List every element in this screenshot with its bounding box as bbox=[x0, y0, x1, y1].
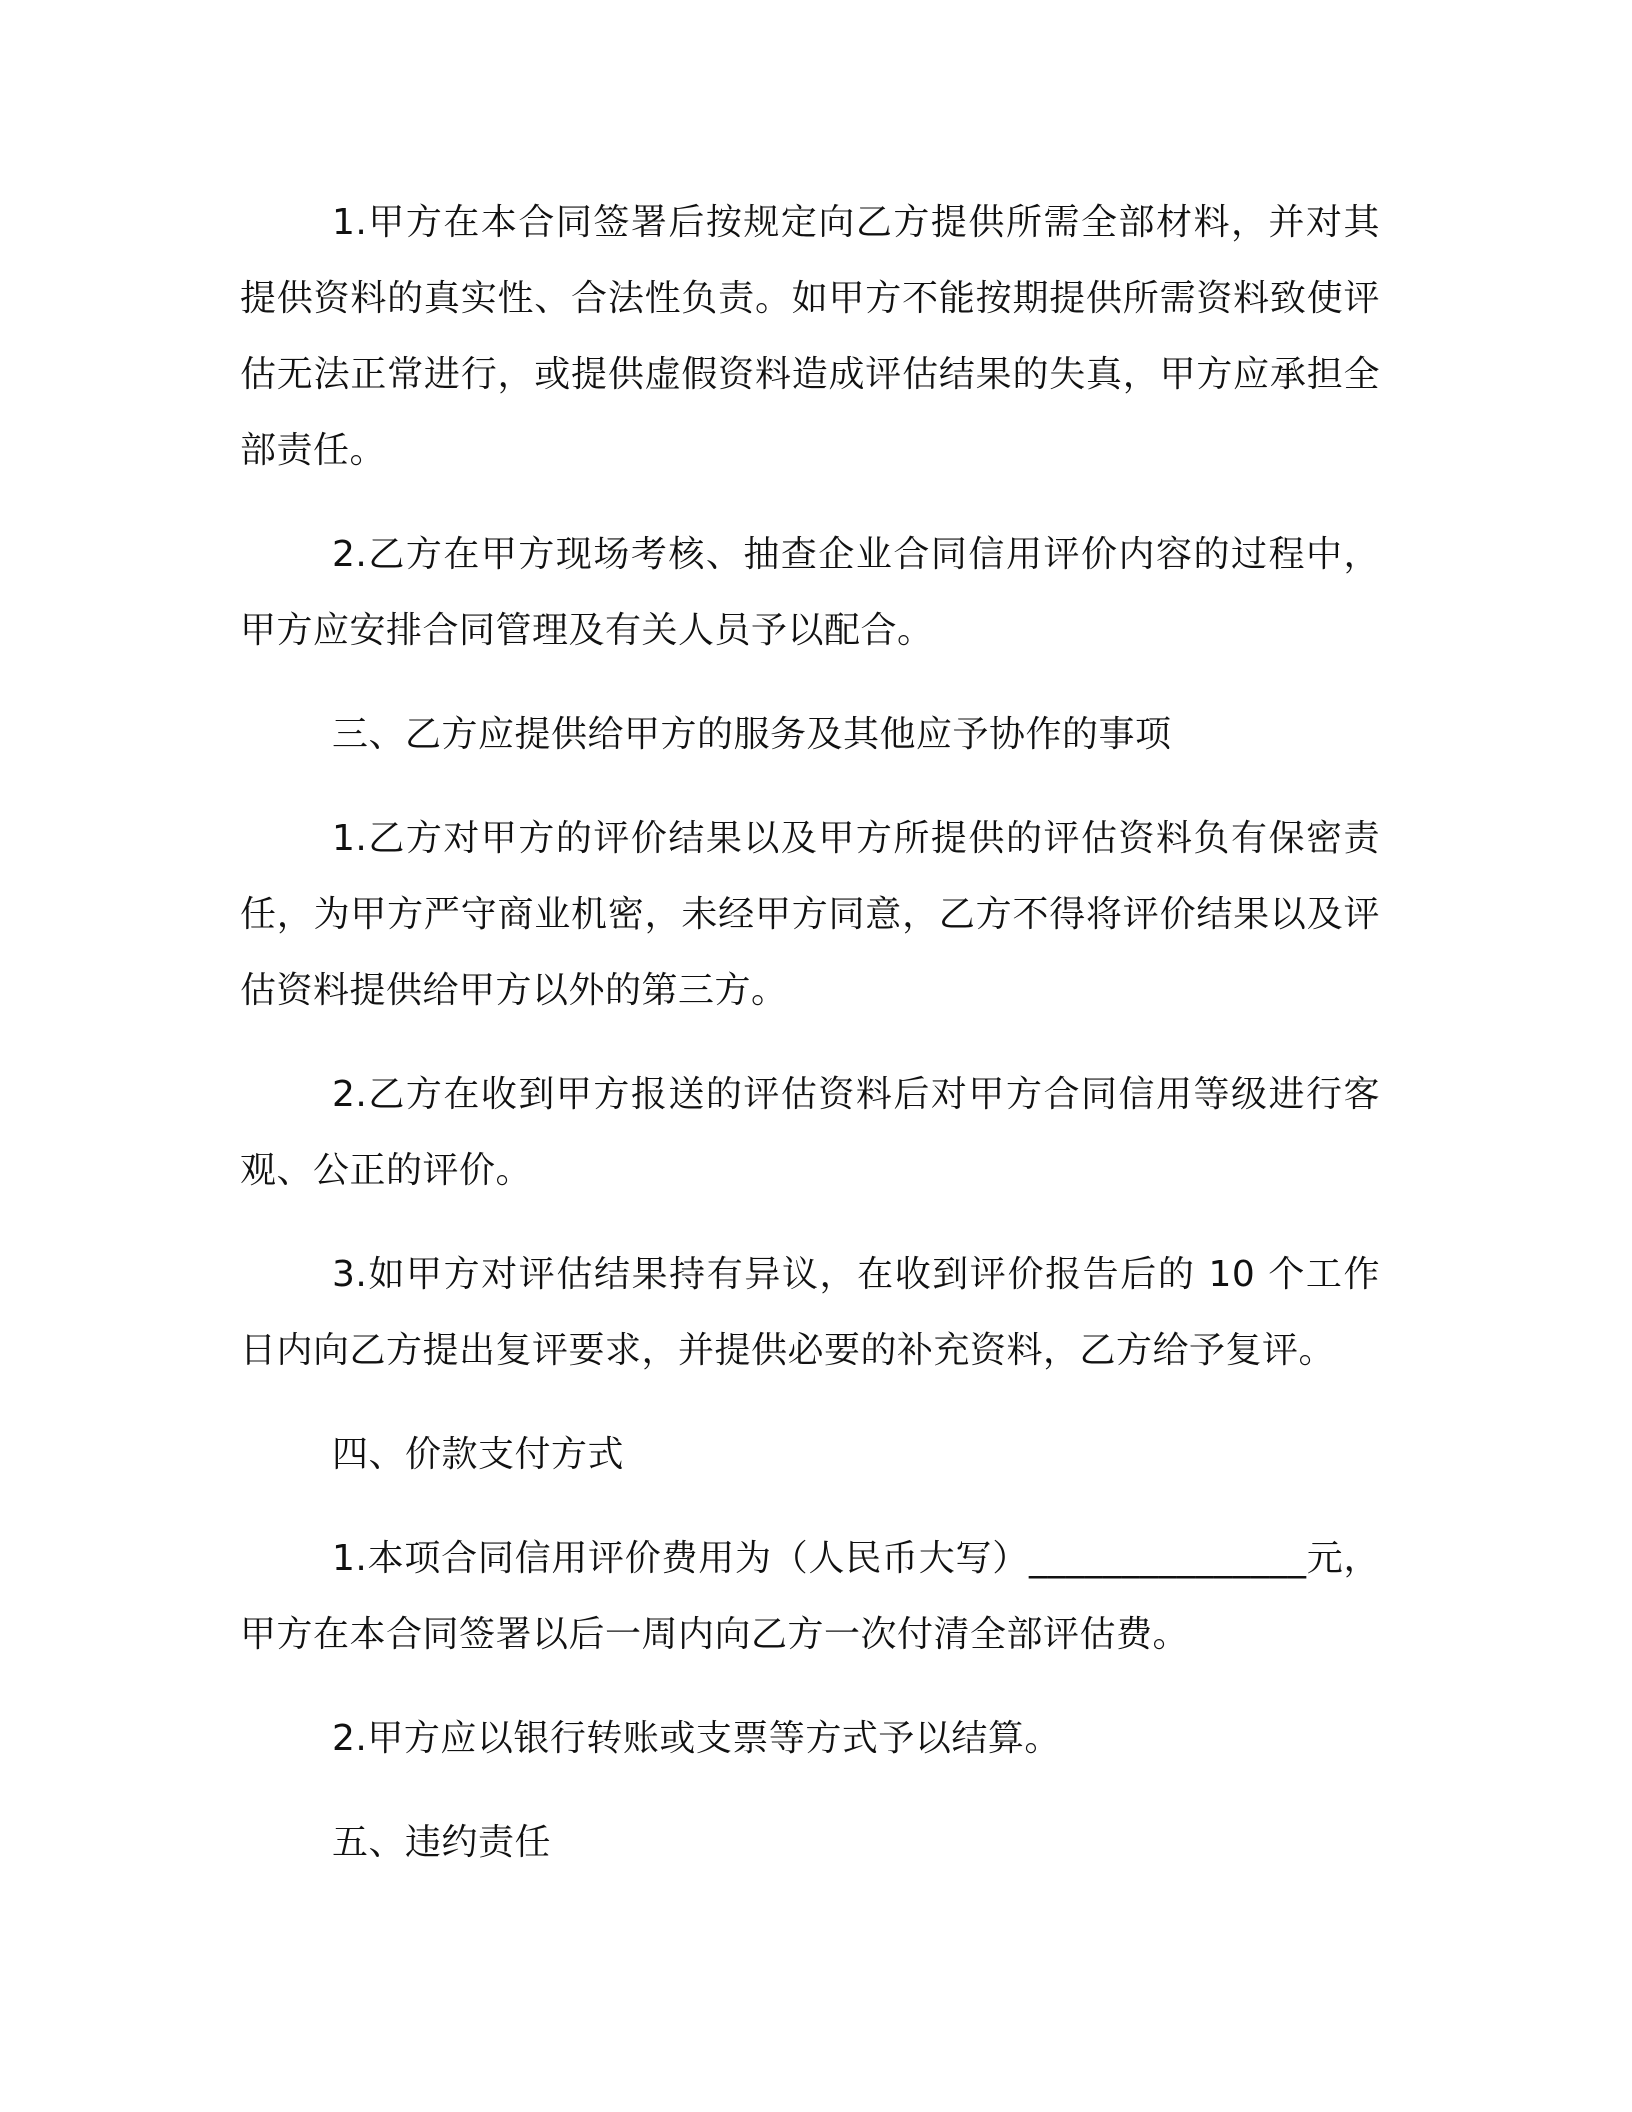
section-3-clause-3-paragraph: 3.如甲方对评估结果持有异议，在收到评价报告后的 10 个工作日内向乙方提出复评要求，并提供必要的补充资料，乙方给予复评。 bbox=[240, 1254, 1380, 1371]
clause-2-paragraph: 2.乙方在甲方现场考核、抽查企业合同信用评价内容的过程中，甲方应安排合同管理及有关人员予以配合。 bbox=[240, 534, 1380, 651]
clause-1-paragraph: 1.甲方在本合同签署后按规定向乙方提供所需全部材料，并对其提供资料的真实性、合法性负责。如甲方不能按期提供所需资料致使评估无法正常进行，或提供虚假资料造成评估结果的失真，甲方应承担全部责任。 bbox=[240, 202, 1380, 471]
document-page bbox=[240, 185, 1380, 1909]
section-5-heading: 五、违约责任 bbox=[332, 1822, 552, 1863]
section-4-heading: 四、价款支付方式 bbox=[332, 1434, 625, 1475]
section-3-clause-1-paragraph: 1.乙方对甲方的评价结果以及甲方所提供的评估资料负有保密责任，为甲方严守商业机密，未经甲方同意，乙方不得将评价结果以及评估资料提供给甲方以外的第三方。 bbox=[240, 818, 1380, 1011]
section-4-clause-2-paragraph: 2.甲方应以银行转账或支票等方式予以结算。 bbox=[332, 1718, 1061, 1759]
section-4-clause-1-paragraph: 1.本项合同信用评价费用为（人民币大写）_______________元，甲方在本合同签署以后一周内向乙方一次付清全部评估费。 bbox=[240, 1538, 1380, 1655]
section-3-clause-2-paragraph: 2.乙方在收到甲方报送的评估资料后对甲方合同信用等级进行客观、公正的评价。 bbox=[240, 1074, 1380, 1191]
section-3-heading: 三、乙方应提供给甲方的服务及其他应予协作的事项 bbox=[332, 714, 1172, 755]
